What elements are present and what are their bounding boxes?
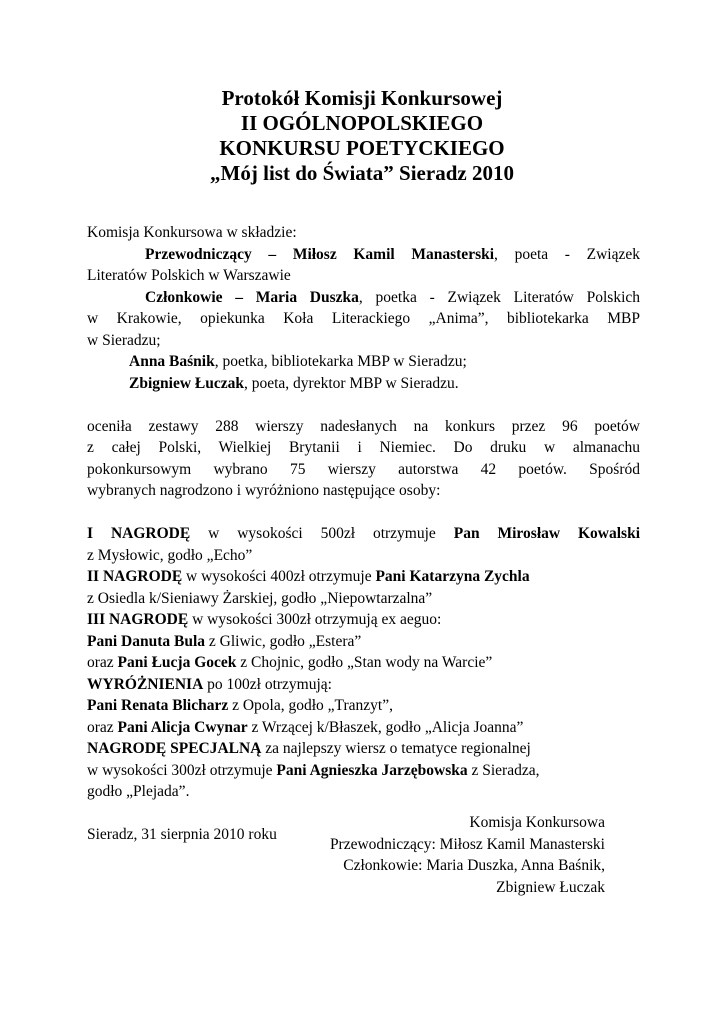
summary-line-3: pokonkursowym wybrano 75 wierszy autorstwa 42 poetów. Spośród: [87, 460, 640, 478]
signature-line-2: Przewodniczący: Miłosz Kamil Manasterski: [329, 835, 605, 853]
third-prize-line: [87, 609, 640, 631]
special-prize-winner: Pani Agnieszka Jarzębowska: [276, 761, 468, 779]
distinction-winner-2-detail: z Wrzącej k/Błaszek, godło „Alicja Joanna”: [247, 718, 524, 736]
title-line-2: II OGÓLNOPOLSKIEGO: [240, 111, 484, 135]
special-prize-line: [87, 738, 640, 760]
third-prize-winner-2-line: [87, 652, 640, 674]
third-prize-text: w wysokości 300zł otrzymują ex aeguo:: [188, 611, 442, 628]
third-prize-winner-1-detail: z Gliwic, godło „Estera”: [205, 632, 362, 650]
committee-member2-line: [87, 351, 640, 373]
member1-desc: , poetka - Związek Literatów Polskich: [358, 288, 641, 306]
summary-line-1: oceniła zestawy 288 wierszy nadesłanych na konkurs przez 96 poetów: [87, 417, 640, 435]
first-prize-text: w wysokości 500zł otrzymuje: [190, 525, 454, 542]
member1-name: Maria Duszka: [255, 288, 359, 306]
member2-name: Anna Baśnik: [129, 353, 215, 370]
special-prize-line-2: [87, 760, 640, 782]
signature-line-3: Członkowie: Maria Duszka, Anna Baśnik,: [343, 857, 605, 874]
third-prize-winner-1: Pani Danuta Bula: [87, 632, 206, 650]
distinction-winner-1: Pani Renata Blicharz: [87, 697, 229, 714]
distinction-text: po 100zł otrzymują:: [203, 675, 332, 693]
second-prize-label: II NAGRODĘ: [87, 568, 183, 585]
distinction-winner-1-line: [87, 695, 640, 717]
distinction-winner-2-prefix: oraz: [87, 718, 118, 736]
committee-intro: Komisja Konkursowa w składzie:: [87, 224, 297, 241]
document-body: [87, 222, 640, 846]
committee-members-line: [87, 287, 640, 309]
first-prize-winner: Pan Mirosław Kowalski: [453, 525, 641, 542]
first-prize-label: I NAGRODĘ: [87, 525, 191, 542]
member3-name: Zbigniew Łuczak: [129, 374, 244, 392]
special-prize-winner-detail: z Sieradza,: [467, 761, 540, 779]
date-line: Sieradz, 31 sierpnia 2010 roku: [87, 826, 277, 843]
third-prize-label: III NAGRODĘ: [87, 611, 189, 628]
title-line-1: Protokół Komisji Konkursowej: [221, 86, 503, 110]
first-prize-line: [87, 523, 640, 545]
signature-line-1: Komisja Konkursowa: [469, 814, 605, 831]
spacer: [87, 502, 640, 524]
distinction-winner-1-detail: z Opola, godło „Tranzyt”,: [228, 697, 393, 714]
distinction-label: WYRÓŻNIENIA: [87, 675, 204, 693]
distinction-winner-2: Pani Alicja Cwynar: [117, 718, 248, 736]
third-prize-winner-2-detail: z Chojnic, godło „Stan wody na Warcie”: [236, 654, 493, 671]
title-line-4: „Mój list do Świata” Sieradz 2010: [210, 161, 514, 185]
document-title: [0, 86, 724, 186]
title-line-3: KONKURSU POETYCKIEGO: [219, 136, 505, 160]
second-prize-text: w wysokości 400zł otrzymuje: [182, 568, 376, 585]
summary-line-4: wybranych nagrodzono i wyróżniono następujące osoby:: [87, 482, 441, 499]
third-prize-winner-2-prefix: oraz: [87, 654, 118, 671]
member1-desc-end: w Sieradzu;: [87, 331, 161, 349]
distinction-line: [87, 674, 640, 696]
chair-role: Przewodniczący –: [145, 245, 293, 263]
members-role: Członkowie –: [145, 288, 256, 306]
first-prize-detail: z Mysłowic, godło „Echo”: [87, 546, 253, 564]
summary-line-2: z całej Polski, Wielkiej Brytanii i Niemiec. Do druku w almanachu: [87, 439, 640, 456]
distinction-winner-2-line: [87, 717, 640, 739]
third-prize-winner-1-line: [87, 631, 640, 653]
signature-line-4: Zbigniew Łuczak: [496, 878, 605, 896]
special-prize-label: NAGRODĘ SPECJALNĄ: [87, 740, 262, 757]
signature-block: [330, 812, 605, 898]
second-prize-winner: Pani Katarzyna Zychla: [375, 568, 530, 585]
chair-name: Miłosz Kamil Manasterski: [292, 245, 495, 263]
spacer: [87, 394, 640, 416]
third-prize-winner-2: Pani Łucja Gocek: [117, 654, 237, 671]
chair-desc: , poeta - Związek: [494, 245, 640, 263]
chair-desc-cont: Literatów Polskich w Warszawie: [87, 267, 291, 284]
second-prize-detail: z Osiedla k/Sieniawy Żarskiej, godło „Niepowtarzalna”: [87, 589, 433, 607]
member3-desc: , poeta, dyrektor MBP w Sieradzu.: [243, 374, 459, 392]
special-prize-line-3: godło „Plejada”.: [87, 783, 190, 800]
second-prize-line: [87, 566, 640, 588]
committee-member3-line: [87, 373, 640, 395]
member2-desc: , poetka, bibliotekarka MBP w Sieradzu;: [214, 353, 467, 370]
member1-desc-cont: w Krakowie, opiekunka Koła Literackiego „Anima”, bibliotekarka MBP: [87, 310, 640, 327]
special-prize-amount: w wysokości 300zł otrzymuje: [87, 761, 277, 779]
special-prize-text: za najlepszy wiersz o tematyce regionalnej: [261, 740, 531, 757]
committee-chair-line: [87, 244, 640, 266]
